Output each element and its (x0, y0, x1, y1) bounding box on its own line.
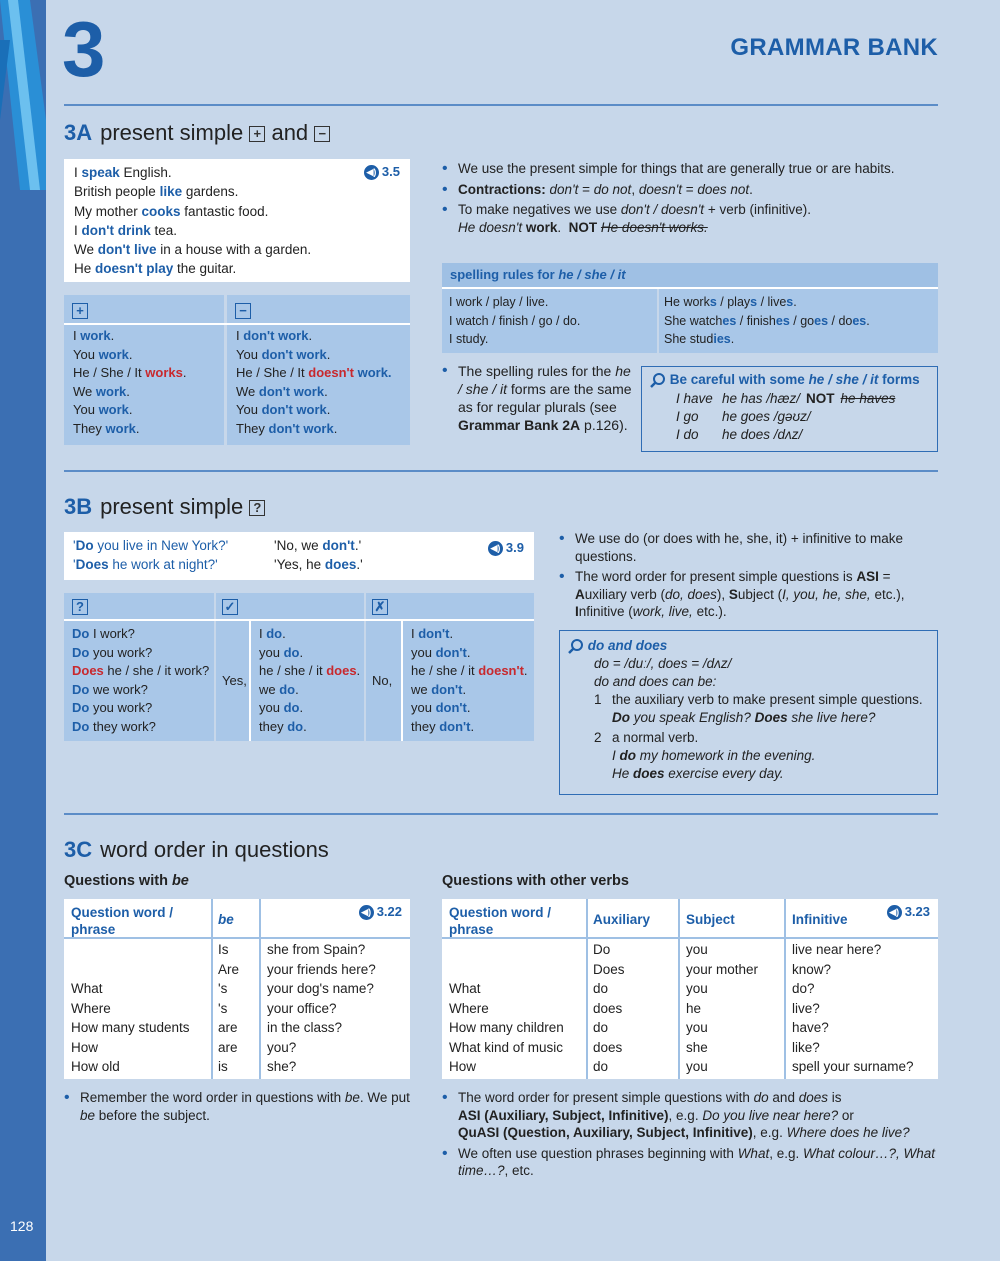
section-3c-title: 3C word order in questions (64, 837, 329, 862)
table-row: He / She / It doesn't work. (236, 365, 392, 381)
notes-3b (559, 530, 939, 624)
table-cell: you (686, 1059, 708, 1074)
example-question: 'Does he work at night?' (73, 557, 218, 572)
example-sentence: I speak English. (74, 165, 172, 180)
table-cell: What kind of music (449, 1039, 564, 1055)
plus-icon: + (72, 303, 88, 319)
table-row: Does he / she / it work? (72, 663, 210, 679)
table-row: We work. (73, 383, 130, 399)
notes-3a (442, 160, 938, 239)
table-cell: you (686, 942, 708, 957)
table-cell: she? (267, 1059, 297, 1074)
note: • We often use question phrases beginning with What, e.g. What colour…?, What time…?, etc. (442, 1145, 938, 1180)
table-row: he / she / it does. (259, 663, 361, 679)
table-cell: do (593, 981, 609, 996)
note: • Remember the word order in questions with be. We put be before the subject. (64, 1089, 410, 1124)
yes-label: Yes, (222, 673, 247, 688)
note: • The word order for present simple questions is ASI = Auxiliary verb (do, does), Subject (I, you, he, she, etc.), Infinitive (work, live, etc.). (559, 568, 939, 621)
table-row (64, 941, 410, 961)
table-cell: he (686, 1000, 702, 1016)
subheading-other: Questions with other verbs (442, 873, 629, 889)
table-cell: Are (218, 961, 240, 977)
table-cell: What (71, 981, 103, 996)
table-row: I do. (259, 626, 286, 641)
table-cell: 's (218, 1000, 228, 1016)
table-row: you don't. (411, 700, 471, 716)
table-row (442, 980, 938, 1000)
table-cell: Does (593, 961, 625, 977)
table-row: they do. (259, 718, 307, 734)
table-cell: 's (218, 981, 228, 996)
table-row (64, 980, 410, 1000)
example-answer: 'No, we don't.' (274, 538, 362, 553)
table-cell: Is (218, 942, 229, 957)
table-row: We don't work. (236, 383, 328, 399)
table-cell: she from Spain? (267, 942, 366, 957)
table-cell: Do (593, 942, 611, 957)
sidebar-decoration (0, 0, 46, 190)
table-cell: How (71, 1039, 99, 1055)
table-cell: like? (792, 1039, 820, 1055)
minus-icon: − (314, 126, 330, 142)
table-row: we do. (259, 681, 299, 697)
example-sentence: My mother cooks fantastic food. (74, 203, 269, 219)
audio-3-5[interactable]: ◀) 3.5 (364, 164, 400, 180)
table-row: Do you work? (72, 700, 153, 716)
table-row (442, 1019, 938, 1039)
page-number: 128 (10, 1218, 34, 1234)
table-cell: your friends here? (267, 961, 376, 977)
example-sentence: We don't live in a house with a garden. (74, 242, 312, 258)
table-cell: live near here? (792, 942, 882, 957)
table-cell: How old (71, 1059, 120, 1074)
notes-other (442, 1089, 938, 1183)
magnifier-icon (650, 372, 666, 388)
tip-row: I do he does /dʌz/ (676, 427, 803, 443)
audio-3-22[interactable]: ◀) 3.22 (359, 904, 402, 920)
audio-icon: ◀) (359, 905, 374, 920)
table-row (64, 1000, 410, 1020)
notes-be (64, 1089, 410, 1127)
table-3a (64, 295, 410, 445)
section-3b-title: 3B present simple ? (64, 494, 265, 520)
table-cell: have? (792, 1020, 829, 1035)
table-row: Do they work? (72, 718, 156, 734)
cross-icon: ✗ (372, 599, 388, 615)
table-row: They work. (73, 420, 140, 436)
spelling-row: He works / plays / lives. (664, 295, 797, 309)
grammar-bank-title: GRAMMAR BANK (730, 34, 938, 61)
table-cell: do (593, 1020, 609, 1035)
section-3a-title: 3A present simple + and − (64, 120, 330, 146)
table-cell: is (218, 1059, 228, 1074)
examples-3a (64, 159, 410, 282)
table-row (64, 1039, 410, 1059)
table-cell: spell your surname? (792, 1059, 914, 1074)
table-row: he / she / it doesn't. (411, 663, 528, 679)
note: • We use the present simple for things that are generally true or are habits. (442, 160, 938, 178)
table-row: you do. (259, 700, 304, 716)
spelling-row: She studies. (664, 332, 735, 346)
table-cell: do? (792, 981, 815, 996)
table-row (442, 1000, 938, 1020)
note: • To make negatives we use don't / doesn't + verb (infinitive). He doesn't work. NOT He doesn't works. (442, 201, 938, 236)
table-cell: you (686, 981, 708, 996)
audio-icon: ◀) (488, 541, 503, 556)
table-row (64, 961, 410, 981)
table-cell: do (593, 1059, 609, 1074)
note-plurals (442, 362, 632, 437)
table-row: I work. (73, 328, 115, 343)
table-row (442, 1058, 938, 1078)
minus-icon: − (235, 303, 251, 319)
table-row: Do you work? (72, 644, 153, 660)
audio-3-23[interactable]: ◀) 3.23 (887, 904, 930, 920)
example-question: 'Do you live in New York?' (73, 538, 229, 553)
note: • The spelling rules for the he / she / it forms are the same as for regular plurals (see Grammar Bank 2A p.126). (442, 362, 632, 434)
table-3b (64, 593, 534, 741)
note: • Contractions: don't = do not, doesn't = does not. (442, 181, 938, 199)
example-sentence: I don't drink tea. (74, 222, 177, 238)
tick-icon: ✓ (222, 599, 238, 615)
table-row: Do we work? (72, 681, 148, 697)
table-cell: she (686, 1039, 708, 1055)
table-cell: your dog's name? (267, 981, 374, 996)
divider (64, 813, 938, 815)
divider (64, 104, 938, 106)
examples-3b (64, 532, 534, 580)
table-be: Question word / phrase be ◀) 3.22 Is she from Spain? Are your friends here? What 's your dog's name? Where 's your office? How many students are in the class? How are you? How old is she? (64, 899, 410, 1079)
table-cell: does (593, 1000, 623, 1016)
spelling-rules: spelling rules for he / she / it I work / play / live. I watch / finish / go / do. I study. He works / plays / lives. She watches / finishes / goes / does. She studies. (442, 263, 938, 353)
table-row: they don't. (411, 718, 475, 734)
table-row (64, 1058, 410, 1078)
table-row: Do I work? (72, 626, 135, 641)
table-cell: does (593, 1039, 623, 1055)
table-cell: are (218, 1039, 238, 1055)
spelling-row: I study. (449, 332, 489, 346)
magnifier-icon (568, 638, 584, 654)
table-row: He / She / It works. (73, 365, 187, 381)
subheading-be: Questions with be (64, 873, 189, 889)
unit-number: 3 (62, 5, 106, 93)
spelling-row: I work / play / live. (449, 295, 549, 309)
divider (64, 470, 938, 472)
example-answer: 'Yes, he does.' (274, 557, 363, 572)
example-sentence: He doesn't play the guitar. (74, 261, 237, 277)
no-label: No, (372, 673, 393, 688)
table-row: They don't work. (236, 420, 338, 436)
table-cell: know? (792, 961, 832, 977)
table-cell: you (686, 1020, 708, 1035)
table-cell: What (449, 981, 481, 996)
table-cell: live? (792, 1000, 820, 1016)
table-cell: in the class? (267, 1020, 343, 1035)
table-row: You work. (73, 402, 133, 418)
tip-careful: Be careful with some he / she / it forms I have he has /hæz/ NOT he haves I go he goes /ɡəʊz/ I do he does /dʌz/ (641, 366, 938, 452)
table-row: You don't work. (236, 402, 331, 418)
audio-3-9[interactable]: ◀) 3.9 (488, 538, 524, 557)
tip-row: I go he goes /ɡəʊz/ (676, 409, 811, 425)
audio-icon: ◀) (887, 905, 902, 920)
tip-do-does: do and does do = /duː/, does = /dʌz/ do and does can be: 1 the auxiliary verb to make present simple questions. Do you speak English? Does she live here? 2 a normal verb. I do my homework in the evening. He does exercise every day. (559, 630, 938, 795)
note: • We use do (or does with he, she, it) + infinitive to make questions. (559, 530, 939, 565)
table-cell: Where (449, 1000, 489, 1016)
question-icon: ? (72, 599, 88, 615)
note: • The word order for present simple questions with do and does is ASI (Auxiliary, Subject, Infinitive), e.g. Do you live near here? or QuASI (Question, Auxiliary, Subject, Infinitive), e.g. Where does he live? (442, 1089, 938, 1142)
table-other-verbs: Question word / phrase Auxiliary Subject Infinitive ◀) 3.23 Do you live near here? Does your mother know? What do you do? Where does he live? How many children do you have? What kind of music does she like? How do you spell your surname? (442, 899, 938, 1079)
spelling-row: She watches / finishes / goes / does. (664, 313, 870, 328)
audio-icon: ◀) (364, 165, 379, 180)
table-cell: How many children (449, 1020, 564, 1035)
table-cell: How many students (71, 1020, 190, 1035)
table-cell: your office? (267, 1000, 337, 1016)
question-icon: ? (249, 500, 265, 516)
table-row: You work. (73, 346, 133, 362)
example-sentence: British people like gardens. (74, 184, 239, 200)
table-cell: you? (267, 1039, 297, 1055)
plus-icon: + (249, 126, 265, 142)
table-row: you don't. (411, 644, 471, 660)
tip-row: I have he has /hæz/ NOT he haves (676, 391, 896, 407)
table-row (442, 941, 938, 961)
table-row (442, 961, 938, 981)
table-cell: are (218, 1020, 238, 1035)
table-row: I don't work. (236, 328, 313, 343)
spelling-row: I watch / finish / go / do. (449, 313, 581, 328)
table-cell: How (449, 1059, 477, 1074)
table-cell: Where (71, 1000, 111, 1016)
table-row: we don't. (411, 681, 467, 697)
table-row: You don't work. (236, 346, 331, 362)
table-row (64, 1019, 410, 1039)
table-cell: your mother (686, 961, 759, 977)
table-row (442, 1039, 938, 1059)
table-row: you do. (259, 644, 304, 660)
table-row: I don't. (411, 626, 454, 641)
